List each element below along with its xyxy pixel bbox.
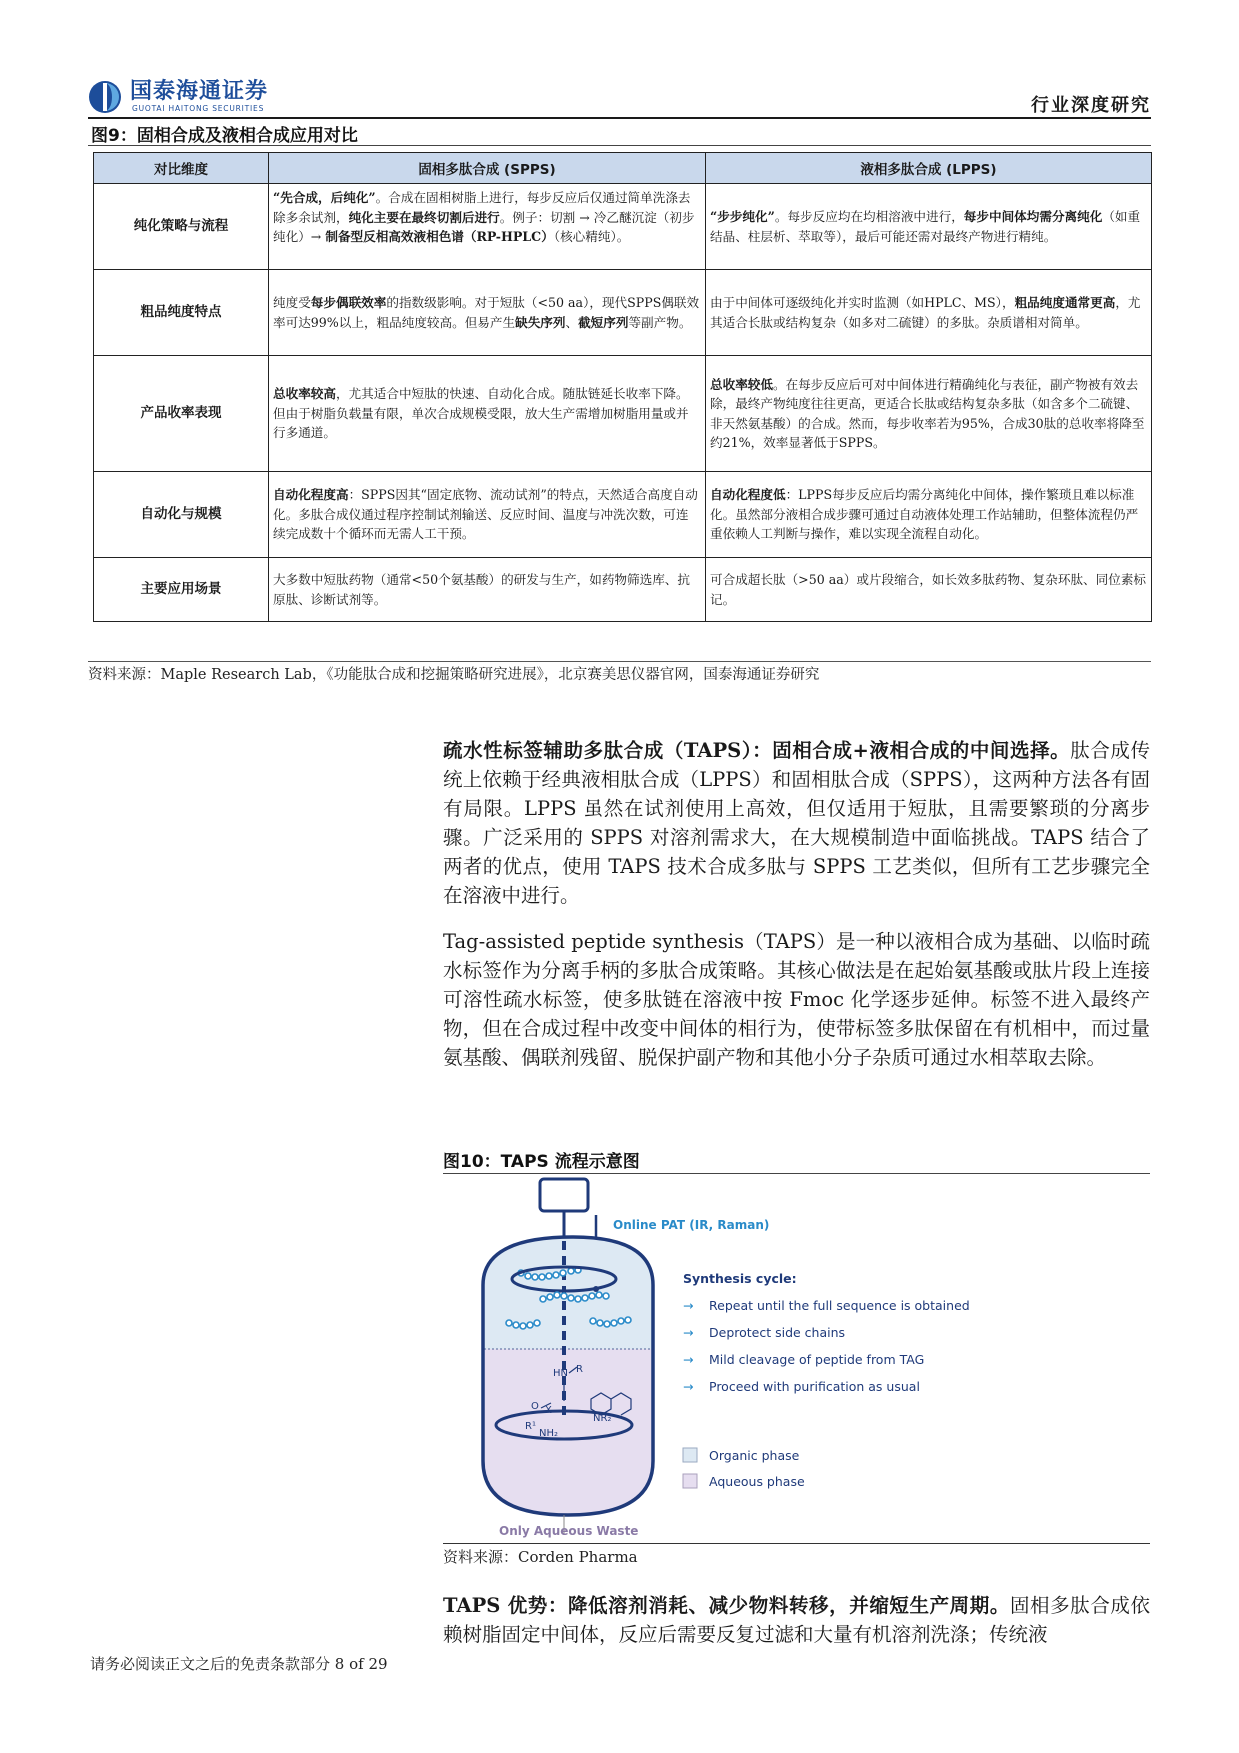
pat-label: Online PAT (IR, Raman) [613, 1218, 770, 1232]
legend-label-organic: Organic phase [709, 1448, 800, 1463]
table-row [94, 184, 1152, 270]
logo-text-cn: 国泰海通证券 [130, 79, 269, 104]
paragraph-taps-advantages [443, 1591, 1150, 1649]
waste-label: Only Aqueous Waste [499, 1524, 639, 1538]
page-number: 8 of 29 [334, 1655, 388, 1673]
figure-9-bottom-rule [88, 661, 1151, 662]
chem-label-nr2: NR₂ [593, 1413, 612, 1424]
cycle-arrow-icon: → [683, 1379, 694, 1394]
figure-10-bottom-rule [443, 1543, 1150, 1544]
paragraph-text: 固相多肽合成依赖树脂固定中间体，反应后需要反复过滤和大量有机溶剂洗涤；传统液 [443, 1594, 1150, 1646]
chem-label-nh2: NH₂ [539, 1428, 559, 1439]
figure-10-source: 资料来源：Corden Pharma [443, 1548, 638, 1566]
spps-cell: 总收率较高，尤其适合中短肽的快速、自动化合成。随肽链延长收率下降。但由于树脂负载量有限，单次合成规模受限，放大生产需增加树脂用量或并行多通道。 [269, 356, 706, 472]
chem-label-r1: R¹ [525, 1421, 536, 1432]
table-row [94, 472, 1152, 558]
spps-cell: 自动化程度高：SPPS因其“固定底物、流动试剂”的特点，天然适合高度自动化。多肽合成仪通过程序控制试剂输送、反应时间、温度与冲洗次数，可连续完成数十个循环而无需人工干预。 [269, 472, 706, 558]
figure-9-source: 资料来源：Maple Research Lab，《功能肽合成和挖掘策略研究进展》，北京赛美思仪器官网，国泰海通证券研究 [88, 667, 820, 683]
figure-10-title: 图10：TAPS 流程示意图 [443, 1152, 640, 1172]
chem-label-hn: HN [553, 1368, 568, 1379]
table-header-row [94, 153, 1152, 184]
lpps-cell: 由于中间体可逐级纯化并实时监测（如HPLC、MS），粗品纯度通常更高，尤其适合长肽或结构复杂（如多对二硫键）的多肽。杂质谱相对简单。 [706, 270, 1152, 356]
dimension-cell: 粗品纯度特点 [94, 270, 269, 356]
cycle-arrow-icon: → [683, 1352, 694, 1367]
header-divider [88, 117, 1151, 119]
cycle-step: Proceed with purification as usual [709, 1379, 920, 1394]
cycle-steps [683, 1298, 970, 1394]
company-logo [88, 80, 388, 114]
table-row [94, 270, 1152, 356]
dimension-cell: 纯化策略与流程 [94, 184, 269, 270]
disclaimer-note: 请务必阅读正文之后的免责条款部分 [90, 1655, 331, 1673]
legend-swatch-organic [683, 1448, 697, 1462]
logo-mark-icon [88, 80, 122, 114]
page-footer [90, 1653, 388, 1674]
paragraph-taps-intro [443, 736, 1150, 910]
vessel-cap [540, 1179, 588, 1211]
taps-process-diagram [443, 1175, 1150, 1541]
legend-label-aqueous: Aqueous phase [709, 1474, 805, 1489]
comparison-table [93, 152, 1152, 622]
figure-9-title: 图9：固相合成及液相合成应用对比 [91, 126, 358, 146]
cycle-step: Repeat until the full sequence is obtained [709, 1298, 970, 1313]
chem-label-o: O [531, 1401, 539, 1412]
spps-cell: 大多数中短肽药物（通常<50个氨基酸）的研发与生产，如药物筛选库、抗原肽、诊断试剂等。 [269, 558, 706, 622]
figure-9-title-rule [88, 145, 1151, 146]
lpps-cell: “步步纯化”。每步反应均在均相溶液中进行，每步中间体均需分离纯化（如重结晶、柱层析、萃取等），最后可能还需对最终产物进行精纯。 [706, 184, 1152, 270]
paragraph-lead: 疏水性标签辅助多肽合成（TAPS）：固相合成+液相合成的中间选择。 [443, 739, 1071, 762]
lpps-cell: 总收率较低。在每步反应后可对中间体进行精确纯化与表征，副产物被有效去除，最终产物纯度往往更高，更适合长肽或结构复杂多肽（如含多个二硫键、非天然氨基酸）的合成。然而，每步收率若为95%，合成30肽的总收率将降至约21%，效率显著低于SPPS。 [706, 356, 1152, 472]
lpps-cell: 可合成超长肽（>50 aa）或片段缩合，如长效多肽药物、复杂环肽、同位素标记。 [706, 558, 1152, 622]
figure-10-title-rule [443, 1173, 1150, 1174]
column-header: 固相多肽合成 (SPPS) [269, 153, 706, 184]
cycle-title: Synthesis cycle: [683, 1271, 797, 1286]
dimension-cell: 自动化与规模 [94, 472, 269, 558]
legend-swatch-aqueous [683, 1474, 697, 1488]
pat-probe-tip [593, 1286, 599, 1292]
dimension-cell: 主要应用场景 [94, 558, 269, 622]
cycle-arrow-icon: → [683, 1325, 694, 1340]
logo-text-en: GUOTAI HAITONG SECURITIES [132, 104, 265, 113]
table-row [94, 356, 1152, 472]
dimension-cell: 产品收率表现 [94, 356, 269, 472]
table-row [94, 558, 1152, 622]
cycle-arrow-icon: → [683, 1298, 694, 1313]
report-section-label: 行业深度研究 [1031, 95, 1151, 116]
chem-label-r: R [576, 1364, 583, 1375]
paragraph-text: 肽合成传统上依赖于经典液相肽合成（LPPS）和固相肽合成（SPPS），这两种方法各有固有局限。LPPS 虽然在试剂使用上高效，但仅适用于短肽，且需要繁琐的分离步骤。广泛采用的 SPPS 对溶剂需求大，在大规模制造中面临挑战。TAPS 结合了两者的优点，使用 TAPS 技术合成多肽与 SPPS 工艺类似，但所有工艺步骤完全在溶液中进行。 [443, 739, 1150, 907]
paragraph-lead: TAPS 优势：降低溶剂消耗、减少物料转移，并缩短生产周期。 [443, 1594, 1010, 1617]
paragraph-taps-definition: Tag-assisted peptide synthesis（TAPS）是一种以液相合成为基础、以临时疏水标签作为分离手柄的多肽合成策略。其核心做法是在起始氨基酸或肽片段上连接可溶性疏水标签，使多肽链在溶液中按 Fmoc 化学逐步延伸。标签不进入最终产物，但在合成过程中改变中间体的相行为，使带标签多肽保留在有机相中，而过量氨基酸、偶联剂残留、脱保护副产物和其他小分子杂质可通过水相萃取去除。 [443, 930, 1150, 1069]
spps-cell: 纯度受每步偶联效率的指数级影响。对于短肽（<50 aa），现代SPPS偶联效率可达99%以上，粗品纯度较高。但易产生缺失序列、截短序列等副产物。 [269, 270, 706, 356]
spps-cell: “先合成，后纯化”。合成在固相树脂上进行，每步反应后仅通过简单洗涤去除多余试剂，纯化主要在最终切割后进行。例子：切割 → 冷乙醚沉淀（初步纯化）→ 制备型反相高效液相色谱（RP-HPLC）（核心精纯）。 [269, 184, 706, 270]
lpps-cell: 自动化程度低：LPPS每步反应后均需分离纯化中间体，操作繁琐且难以标准化。虽然部分液相合成步骤可通过自动液体处理工作站辅助，但整体流程仍严重依赖人工判断与操作，难以实现全流程自动化。 [706, 472, 1152, 558]
cycle-step: Deprotect side chains [709, 1325, 846, 1340]
chem-label-x: X [545, 1405, 552, 1416]
cycle-step: Mild cleavage of peptide from TAG [709, 1352, 925, 1367]
column-header: 对比维度 [94, 153, 269, 184]
column-header: 液相多肽合成 (LPPS) [706, 153, 1152, 184]
